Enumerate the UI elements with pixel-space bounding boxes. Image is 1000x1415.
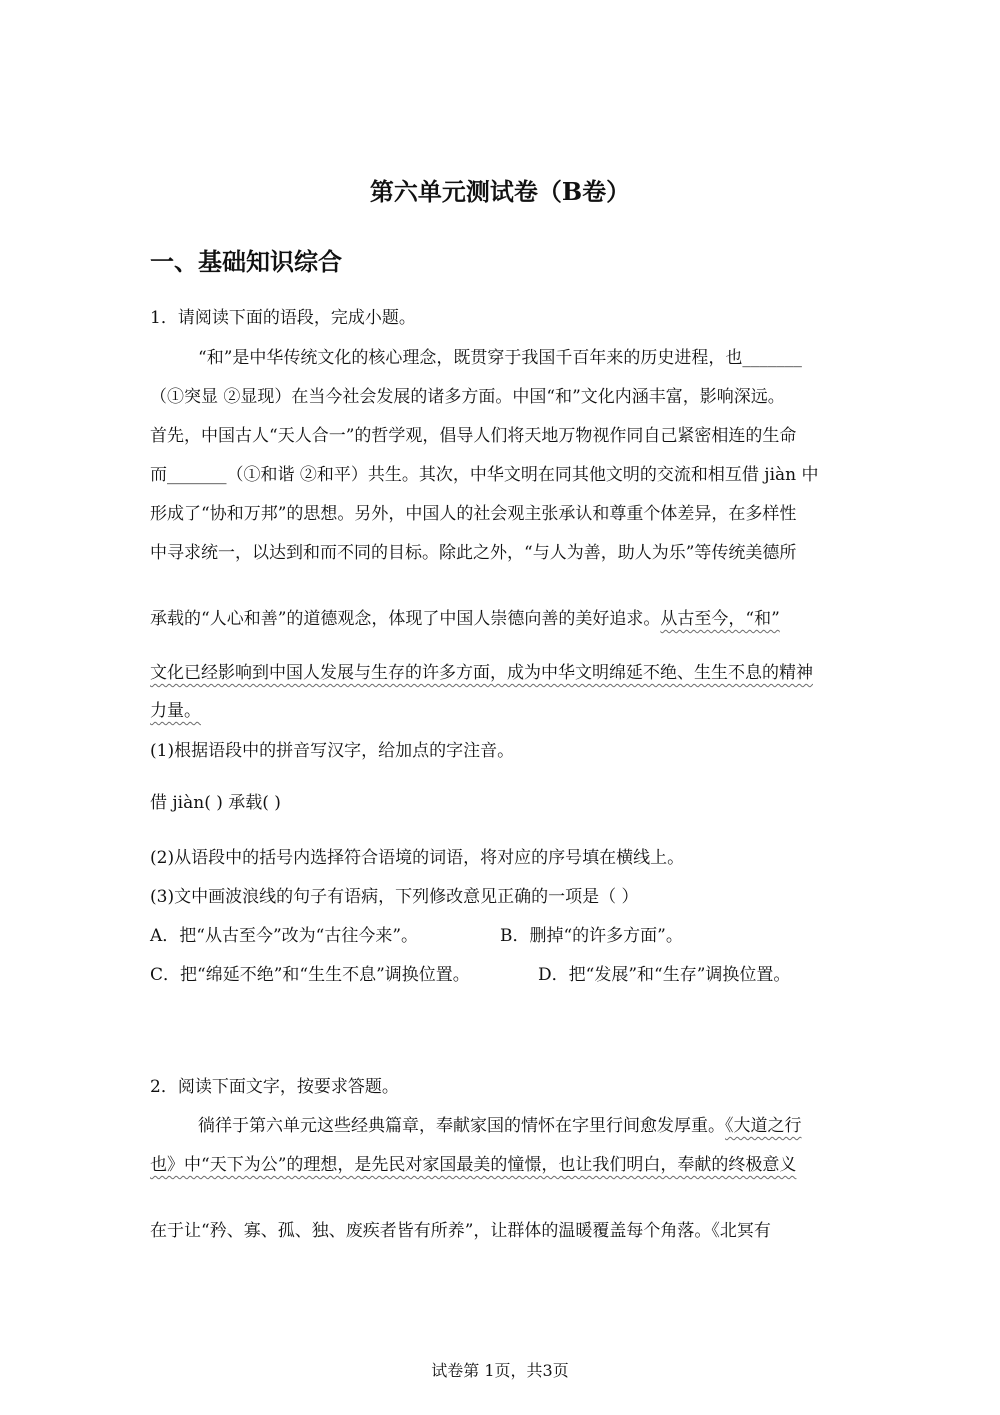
q1-paragraph-line-6: 中寻求统一，以达到和而不同的目标。除此之外，“与人为善，助人为乐”等传统美德所 xyxy=(150,543,797,563)
q1-paragraph-line-1: “和”是中华传统文化的核心理念，既贯穿于我国千百年来的历史进程，也_______ xyxy=(198,348,802,368)
q2-line-1-text: 徜徉于第六单元这些经典篇章，奉献家国的情怀在字里行间愈发厚重。 xyxy=(198,1116,725,1136)
sub-question-3: (3)文中画波浪线的句子有语病，下列修改意见正确的一项是（ ） xyxy=(150,887,639,907)
q2-paragraph-line-2: 也》中“天下为公”的理想，是先民对家国最美的憧憬，也让我们明白，奉献的终极意义 xyxy=(150,1155,797,1175)
option-c: C．把“绵延不绝”和“生生不息”调换位置。 xyxy=(150,965,470,985)
wavy-sentence-middle: 文化已经影响到中国人发展与生存的许多方面，成为中华文明绵延不绝、生生不息的精神 xyxy=(150,663,813,683)
question-2-prompt: 2．阅读下面文字，按要求答题。 xyxy=(150,1077,399,1097)
q1-paragraph-line-5: 形成了“协和万邦”的思想。另外，中国人的社会观主张承认和尊重个体差异，在多样性 xyxy=(150,504,797,524)
q1-paragraph-line-3: 首先，中国古人“天人合一”的哲学观，倡导人们将天地万物视作同自己紧密相连的生命 xyxy=(150,426,797,446)
q2-wavy-start: 《大道之行 xyxy=(725,1116,802,1136)
page-title: 第六单元测试卷（B卷） xyxy=(369,177,631,206)
q1-paragraph-line-7 xyxy=(150,604,780,629)
wavy-sentence-start: 从古至今，“和” xyxy=(660,609,780,629)
sub-question-1: (1)根据语段中的拼音写汉字，给加点的字注音。 xyxy=(150,741,515,761)
section-heading: 一、基础知识综合 xyxy=(150,248,342,276)
option-d: D．把“发展”和“生存”调换位置。 xyxy=(538,965,791,985)
sub-question-2: (2)从语段中的括号内选择符合语境的词语，将对应的序号填在横线上。 xyxy=(150,848,685,868)
option-a: A．把“从古至今”改为“古往今来”。 xyxy=(150,926,419,946)
q1-paragraph-line-4: 而_______（①和谐 ②和平）共生。其次，中华文明在同其他文明的交流和相互借 jiàn 中 xyxy=(150,465,819,485)
q1-line-7-text: 承载的“人心和善”的道德观念，体现了中国人崇德向善的美好追求。 xyxy=(150,609,661,629)
q2-paragraph-line-1 xyxy=(198,1111,802,1136)
page-footer: 试卷第 1页，共3页 xyxy=(431,1361,569,1380)
q2-paragraph-line-3: 在于让“矜、寡、孤、独、废疾者皆有所养”，让群体的温暖覆盖每个角落。《北冥有 xyxy=(150,1221,771,1241)
option-b: B．删掉“的许多方面”。 xyxy=(500,926,683,946)
q1-paragraph-line-2: （①突显 ②显现）在当今社会发展的诸多方面。中国“和”文化内涵丰富，影响深远。 xyxy=(150,387,785,407)
sub-question-1-blanks: 借 jiàn( ) 承载( ) xyxy=(150,793,281,813)
wavy-sentence-end: 力量。 xyxy=(150,701,201,721)
question-1-prompt: 1．请阅读下面的语段，完成小题。 xyxy=(150,308,416,328)
